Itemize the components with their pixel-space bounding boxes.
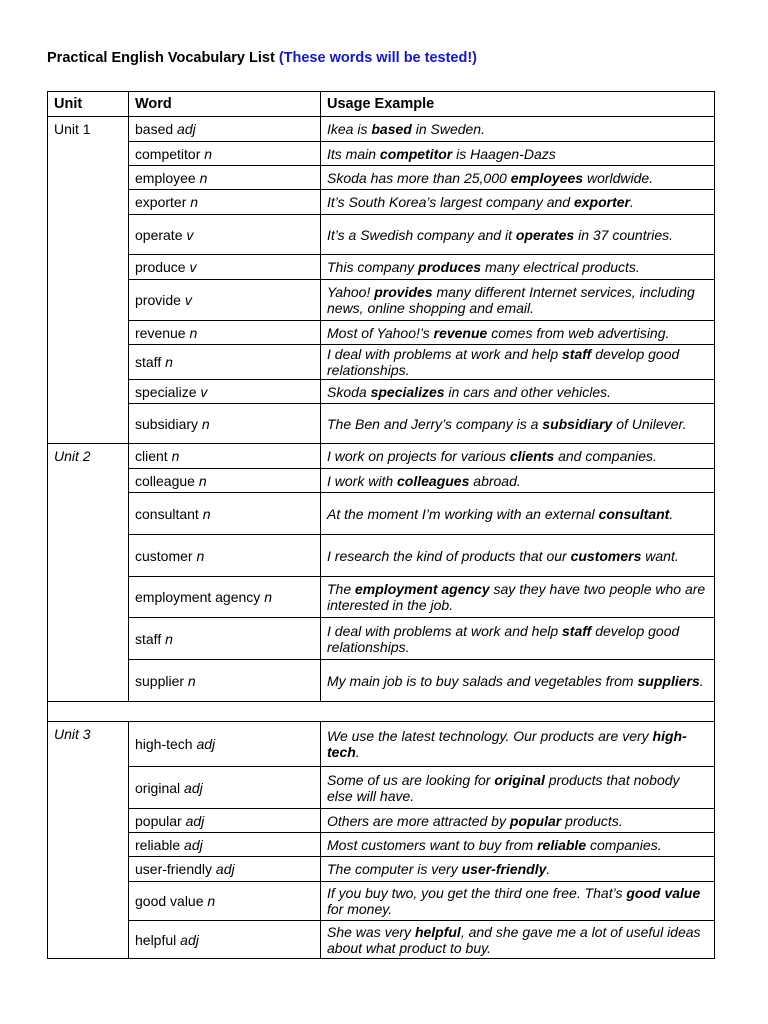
table-row: [48, 404, 715, 444]
word-cell: [129, 444, 321, 469]
word-text: provide: [135, 292, 181, 308]
table-row: [48, 166, 715, 190]
example-text: .: [699, 672, 704, 689]
example-text: in 37 countries.: [574, 226, 674, 243]
usage-example: [321, 166, 715, 190]
example-keyword: customers: [570, 547, 642, 564]
word-cell: [129, 345, 321, 380]
example-text: I research the kind of products that our: [327, 547, 571, 564]
usage-example: [321, 882, 715, 921]
part-of-speech: v: [184, 292, 192, 308]
example-keyword: employment agency: [355, 581, 490, 597]
word-cell: [129, 280, 321, 321]
table-row: [48, 809, 715, 833]
example-text: worldwide.: [583, 169, 654, 186]
word-text: based: [135, 121, 174, 137]
unit-cell: Unit 1: [48, 117, 129, 444]
word-cell: [129, 618, 321, 660]
usage-example: [321, 142, 715, 166]
word-cell: [129, 535, 321, 577]
example-text: for money.: [327, 901, 393, 917]
word-text: reliable: [135, 836, 181, 853]
header-row: [48, 92, 715, 117]
usage-example: [321, 280, 715, 321]
table-row: [48, 535, 715, 577]
example-text: abroad.: [469, 472, 521, 489]
unit-cell: Unit 2: [48, 444, 129, 702]
part-of-speech: adj: [177, 121, 196, 137]
example-text: products that nobody else will have.: [327, 771, 680, 804]
part-of-speech: adj: [184, 836, 203, 853]
word-text: revenue: [135, 324, 186, 341]
example-text: I work on projects for various: [327, 448, 510, 464]
example-text: in Sweden.: [411, 121, 485, 137]
usage-example: [321, 857, 715, 882]
usage-example: [321, 321, 715, 345]
example-keyword: provides: [374, 284, 433, 300]
example-text: I deal with problems at work and help: [327, 346, 563, 362]
word-text: colleague: [135, 472, 195, 489]
word-text: employment agency: [135, 589, 261, 605]
usage-example: [321, 380, 715, 404]
usage-example: [321, 767, 715, 809]
word-text: subsidiary: [135, 415, 199, 432]
word-text: specialize: [135, 383, 197, 400]
word-cell: [129, 190, 321, 215]
example-text: develop good relationships.: [327, 622, 680, 655]
spacer-row: [48, 702, 715, 722]
word-text: operate: [135, 226, 183, 243]
example-text: products.: [561, 812, 623, 829]
word-cell: [129, 722, 321, 767]
part-of-speech: n: [165, 630, 173, 647]
usage-example: [321, 618, 715, 660]
word-text: high-tech: [135, 736, 193, 752]
example-text: .: [669, 505, 674, 522]
example-keyword: high-tech: [327, 728, 687, 760]
table-row: [48, 190, 715, 215]
example-keyword: good value: [626, 885, 701, 901]
example-text: .: [630, 194, 634, 210]
example-text: want.: [641, 547, 679, 564]
part-of-speech: n: [199, 169, 208, 186]
table-row: [48, 444, 715, 469]
table-row: [48, 280, 715, 321]
example-text: Most customers want to buy from: [327, 836, 538, 853]
word-cell: [129, 882, 321, 921]
table-row: [48, 345, 715, 380]
example-text: .: [546, 861, 551, 877]
example-text: Most of Yahoo!’s: [327, 324, 434, 341]
example-keyword: popular: [509, 812, 562, 829]
example-text: Ikea is: [327, 121, 372, 137]
example-text: develop good relationships.: [327, 346, 680, 378]
usage-example: [321, 190, 715, 215]
usage-example: [321, 535, 715, 577]
word-cell: [129, 809, 321, 833]
word-cell: [129, 833, 321, 857]
word-text: supplier: [135, 672, 185, 689]
usage-example: [321, 577, 715, 618]
word-cell: [129, 660, 321, 702]
word-cell: [129, 469, 321, 493]
example-keyword: original: [494, 771, 545, 788]
example-text: .: [355, 744, 360, 760]
example-text: Others are more attracted by: [327, 812, 510, 829]
example-keyword: exporter: [573, 194, 630, 210]
spacer-cell: [48, 702, 715, 722]
example-keyword: colleagues: [397, 472, 470, 489]
part-of-speech: n: [201, 415, 210, 432]
unit-cell: Unit 3: [48, 722, 129, 959]
example-text: The computer is very: [327, 861, 462, 877]
example-text: many electrical products.: [481, 259, 640, 275]
table-row: [48, 921, 715, 959]
example-text: The: [327, 581, 356, 597]
example-keyword: staff: [562, 346, 592, 362]
part-of-speech: n: [264, 589, 272, 605]
example-text: I work with: [327, 472, 398, 489]
table-row: [48, 469, 715, 493]
example-text: If you buy two, you get the third one free. That’s: [327, 885, 627, 901]
table-row: [48, 767, 715, 809]
word-text: staff: [135, 354, 162, 370]
usage-example: [321, 809, 715, 833]
word-text: produce: [135, 259, 186, 275]
example-keyword: staff: [562, 622, 592, 639]
header-word: Word: [129, 92, 321, 117]
usage-example: [321, 215, 715, 255]
table-row: [48, 321, 715, 345]
word-cell: [129, 380, 321, 404]
part-of-speech: n: [207, 893, 216, 909]
example-text: , and she gave me a lot of useful ideas about what product to buy.: [327, 923, 701, 956]
part-of-speech: n: [190, 194, 199, 210]
example-keyword: competitor: [379, 145, 453, 162]
part-of-speech: adj: [180, 931, 199, 948]
header-usage: Usage Example: [321, 92, 715, 117]
word-cell: [129, 577, 321, 618]
word-text: good value: [135, 893, 204, 909]
example-text: Skoda: [327, 383, 371, 400]
word-text: helpful: [135, 931, 177, 948]
example-text: The Ben and Jerry’s company is a: [327, 415, 543, 432]
table-row: [48, 117, 715, 142]
table-row: [48, 882, 715, 921]
example-text: say they have two people who are interested in the job.: [327, 581, 706, 613]
usage-example: [321, 444, 715, 469]
example-keyword: specializes: [370, 383, 445, 400]
usage-example: [321, 921, 715, 959]
word-cell: [129, 767, 321, 809]
part-of-speech: n: [189, 324, 198, 341]
page-title: [47, 50, 477, 66]
example-keyword: user-friendly: [461, 861, 547, 877]
word-cell: [129, 166, 321, 190]
example-text: and companies.: [554, 448, 657, 464]
example-text: It’s South Korea’s largest company and: [327, 194, 574, 210]
word-text: competitor: [135, 145, 201, 162]
part-of-speech: v: [189, 259, 197, 275]
word-cell: [129, 493, 321, 535]
word-text: client: [135, 448, 168, 464]
example-keyword: clients: [509, 448, 555, 464]
example-text: She was very: [327, 923, 415, 940]
table-row: [48, 215, 715, 255]
example-text: At the moment I’m working with an external: [327, 505, 599, 522]
example-text: in cars and other vehicles.: [444, 383, 612, 400]
word-cell: [129, 255, 321, 280]
example-text: Its main: [327, 145, 380, 162]
example-text: many different Internet services, including news, online shopping and email.: [327, 284, 695, 316]
word-cell: [129, 921, 321, 959]
word-text: customer: [135, 547, 193, 564]
example-keyword: revenue: [433, 324, 488, 341]
table-row: [48, 722, 715, 767]
example-keyword: suppliers: [637, 672, 700, 689]
usage-example: [321, 345, 715, 380]
part-of-speech: adj: [185, 812, 205, 829]
example-keyword: produces: [418, 259, 482, 275]
example-text: comes from web advertising.: [487, 324, 670, 341]
part-of-speech: n: [196, 547, 205, 564]
part-of-speech: n: [202, 505, 211, 522]
part-of-speech: n: [198, 472, 207, 489]
example-keyword: helpful: [414, 923, 461, 940]
example-keyword: operates: [515, 226, 575, 243]
usage-example: [321, 404, 715, 444]
table-row: [48, 577, 715, 618]
table-row: [48, 660, 715, 702]
word-cell: [129, 142, 321, 166]
word-text: original: [135, 779, 181, 796]
table-row: [48, 618, 715, 660]
example-text: My main job is to buy salads and vegetables from: [327, 672, 638, 689]
table-row: [48, 380, 715, 404]
part-of-speech: n: [187, 672, 196, 689]
example-keyword: subsidiary: [542, 415, 613, 432]
word-text: user-friendly: [135, 861, 213, 877]
usage-example: [321, 255, 715, 280]
example-text: We use the latest technology. Our products are very: [327, 728, 653, 744]
part-of-speech: v: [186, 226, 194, 243]
header-unit: Unit: [48, 92, 129, 117]
table-row: [48, 493, 715, 535]
table-body: [48, 117, 715, 959]
example-keyword: reliable: [537, 836, 587, 853]
title-main: Practical English Vocabulary List: [47, 50, 279, 66]
example-text: I deal with problems at work and help: [327, 622, 563, 639]
example-keyword: based: [371, 121, 412, 137]
example-text: of Unilever.: [612, 415, 687, 432]
part-of-speech: n: [204, 145, 213, 162]
part-of-speech: v: [200, 383, 208, 400]
word-text: exporter: [135, 194, 187, 210]
usage-example: [321, 833, 715, 857]
usage-example: [321, 117, 715, 142]
word-cell: [129, 857, 321, 882]
word-cell: [129, 404, 321, 444]
example-text: Some of us are looking for: [327, 771, 495, 788]
title-note: (These words will be tested!): [278, 50, 478, 66]
part-of-speech: adj: [184, 779, 203, 796]
example-text: Yahoo!: [327, 284, 375, 300]
example-text: companies.: [586, 836, 662, 853]
word-text: staff: [135, 630, 162, 647]
table-row: [48, 142, 715, 166]
example-text: It’s a Swedish company and it: [327, 226, 516, 243]
example-text: This company: [327, 259, 419, 275]
word-cell: [129, 215, 321, 255]
usage-example: [321, 469, 715, 493]
part-of-speech: n: [165, 354, 173, 370]
usage-example: [321, 660, 715, 702]
usage-example: [321, 722, 715, 767]
word-text: consultant: [135, 505, 199, 522]
example-text: is Haagen-Dazs: [452, 145, 556, 162]
part-of-speech: n: [171, 448, 180, 464]
example-text: Skoda has more than 25,000: [327, 169, 511, 186]
vocabulary-table: [47, 91, 715, 959]
word-cell: [129, 117, 321, 142]
word-cell: [129, 321, 321, 345]
example-keyword: employees: [510, 169, 584, 186]
table-row: [48, 857, 715, 882]
part-of-speech: adj: [215, 861, 235, 877]
part-of-speech: adj: [196, 736, 216, 752]
example-keyword: consultant: [598, 505, 670, 522]
table-row: [48, 833, 715, 857]
table-row: [48, 255, 715, 280]
word-text: employee: [135, 169, 196, 186]
usage-example: [321, 493, 715, 535]
word-text: popular: [135, 812, 182, 829]
